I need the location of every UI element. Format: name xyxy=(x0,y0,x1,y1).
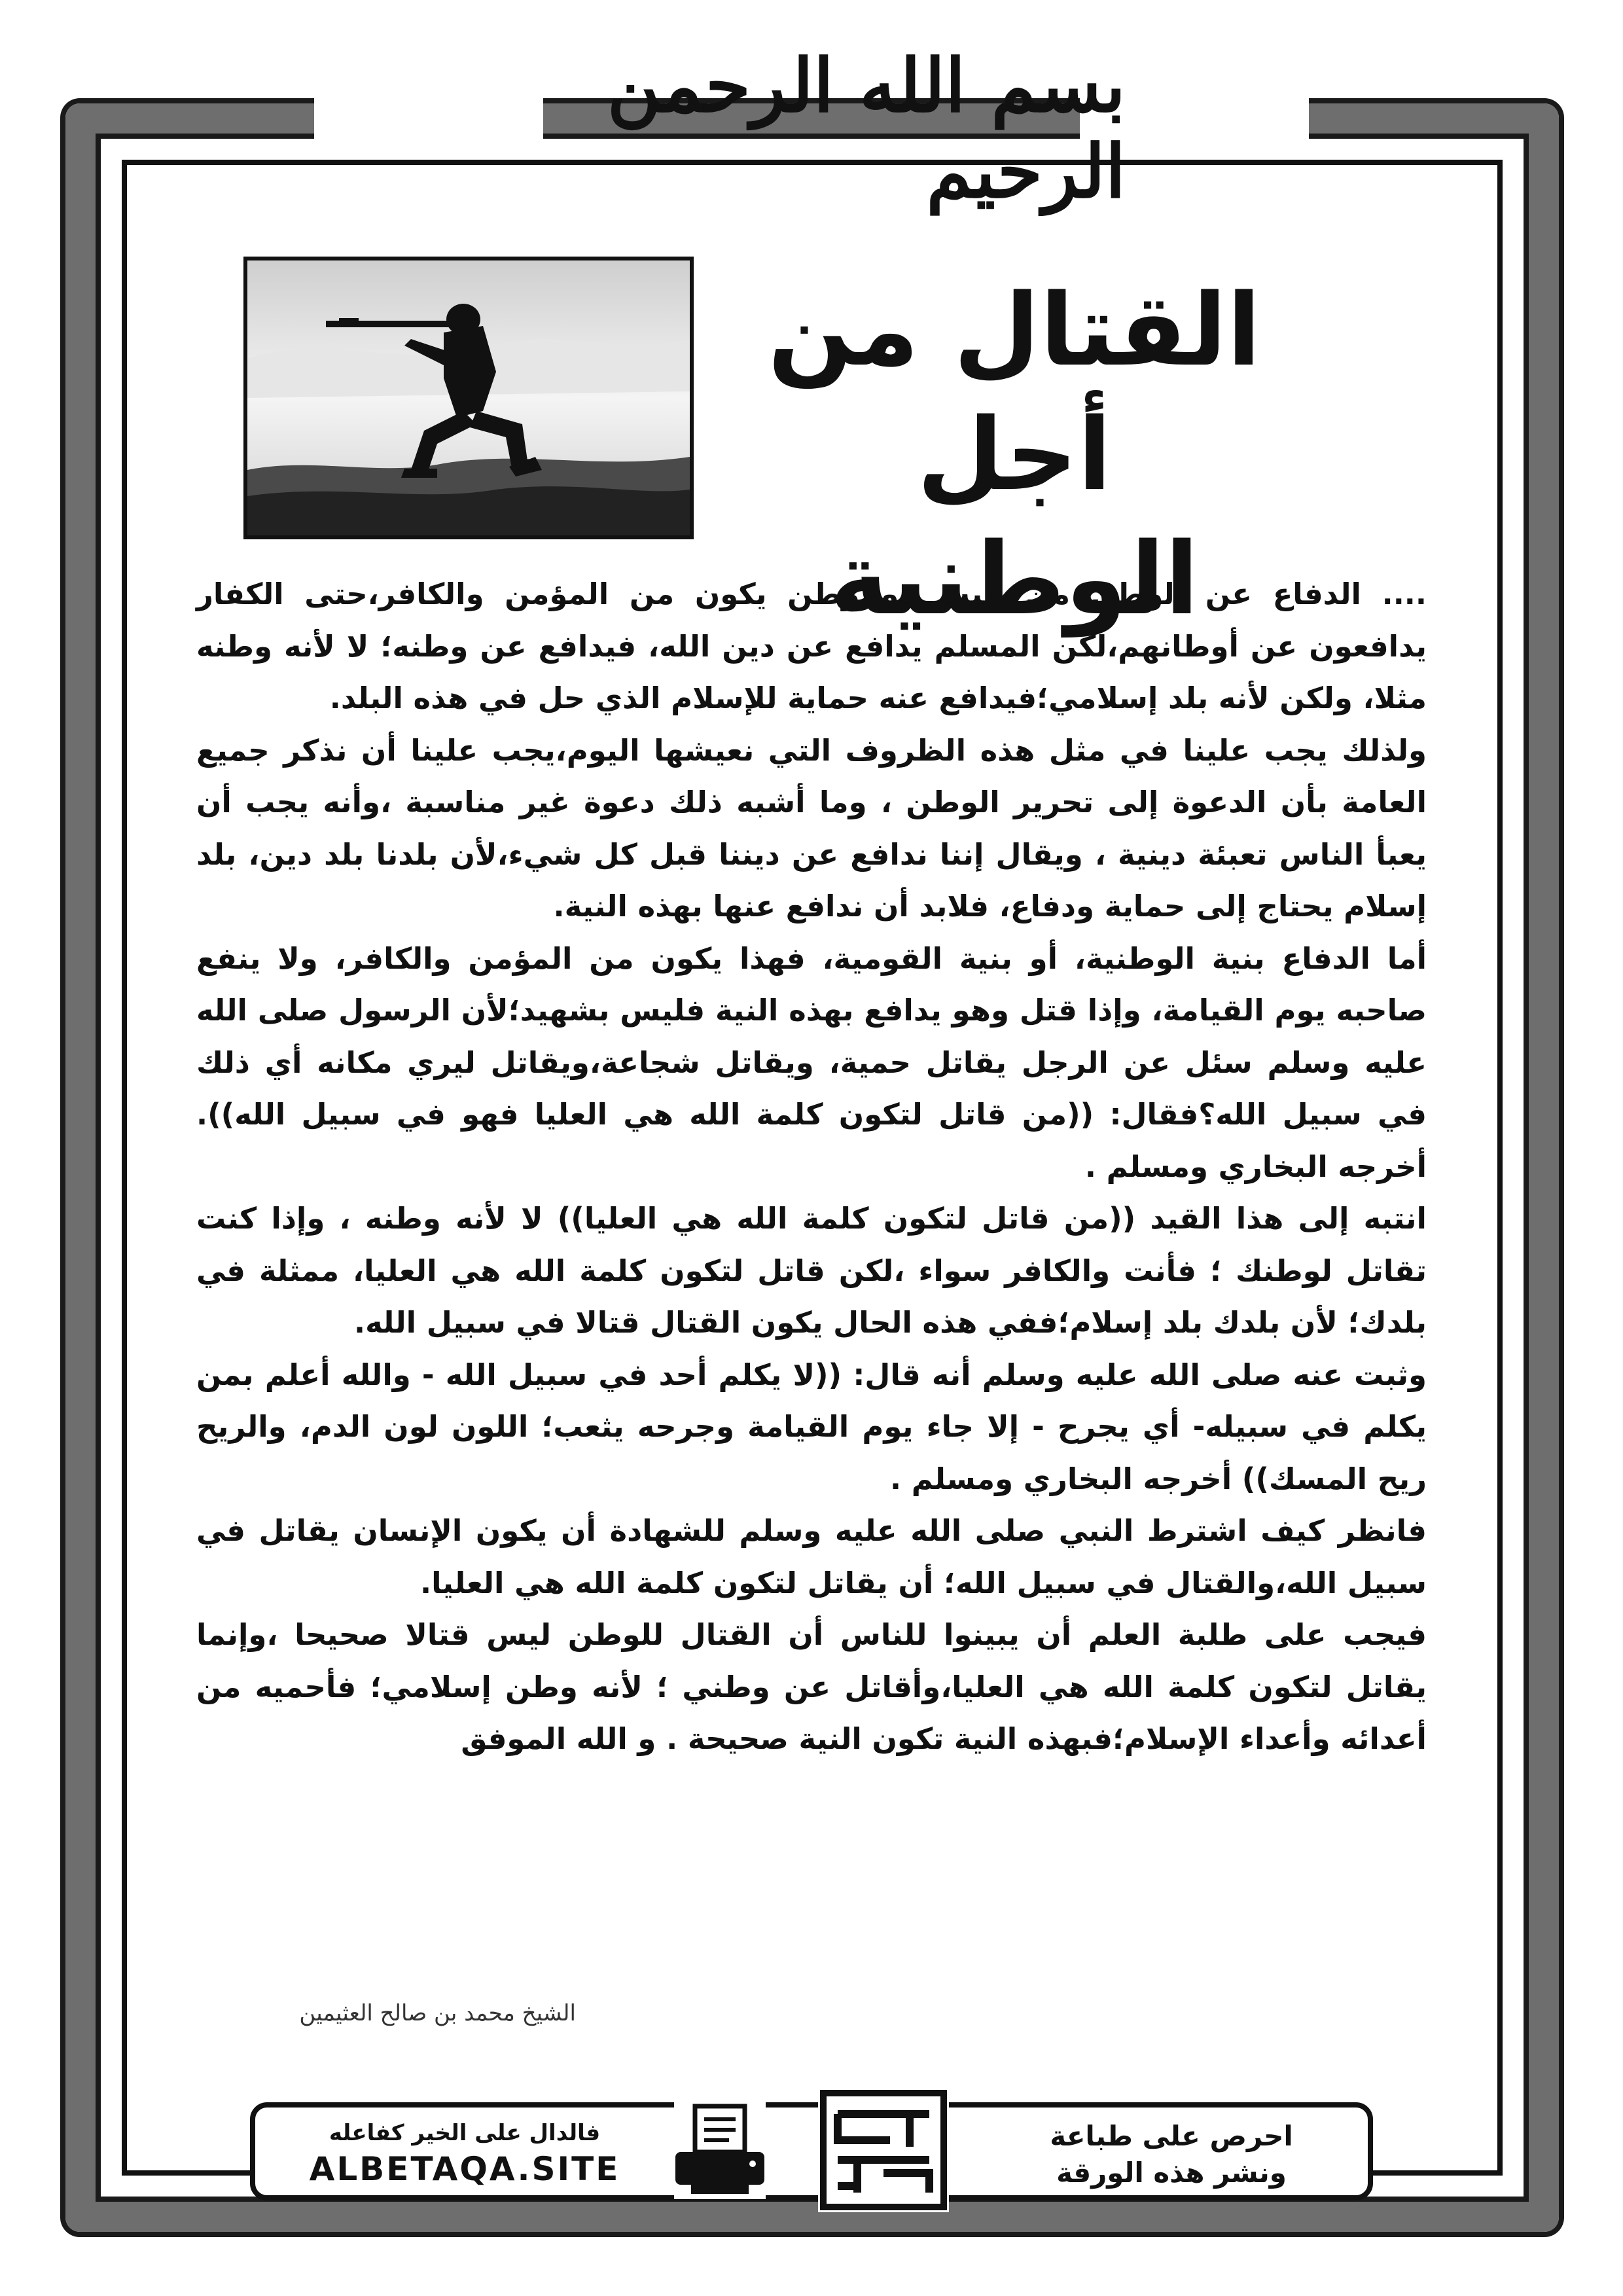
article-paragraph: وثبت عنه صلى الله عليه وسلم أنه قال: ((لا يكلم أحد في سبيل الله - والله أعلم بمن يكلم في سبيله- أي يجرح - إلا جاء يوم القيامة وجرحه يثعب؛ اللون لون الدم، والريح ريح المسك)) أخرجه البخاري ومسلم . xyxy=(196,1357,1427,1496)
basmala-calligraphy: بسم الله الرحمن الرحيم xyxy=(607,43,1126,215)
call-line: احرص على طباعة xyxy=(1050,2120,1293,2152)
article-paragraph: أما الدفاع بنية الوطنية، أو بنية القومية، فهذا يكون من المؤمن والكافر، ولا ينفع صاحبه يوم القيامة، وإذا قتل وهو يدافع بهذه النية فليس بشهيد؛لأن الرسول صلى الله عليه وسلم سئل عن الرجل يقاتل حمية، ويقاتل شجاعة،ويقاتل ليري مكانه أي ذلك في سبيل الله؟فقال: ((من قاتل لتكون كلمة الله هي العليا فهو في سبيل الله)). أخرجه البخاري ومسلم . xyxy=(196,941,1427,1184)
printer-icon xyxy=(661,2101,779,2199)
dawah-logo-mark xyxy=(818,2088,949,2212)
soldier-photo xyxy=(243,257,694,539)
footer-motto: فالدال على الخير كفاعله xyxy=(329,2120,601,2146)
article-paragraph: فيجب على طلبة العلم أن يبينوا للناس أن القتال للوطن ليس قتالا صحيحا ،وإنما يقاتل لتكون كلمة الله هي العليا،وأقاتل عن وطني ؛ لأنه وطن إسلامي؛ فأحميه من أعدائه وأعداء الإسلام؛فبهذه النية تكون النية صحيحة . و الله الموفق xyxy=(196,1617,1427,1756)
dawah-logo xyxy=(818,2088,949,2212)
footer-box xyxy=(250,2102,1373,2200)
title-line: القتال من xyxy=(768,272,1261,388)
article-paragraph: فانظر كيف اشترط النبي صلى الله عليه وسلم للشهادة أن يكون الإنسان يقاتل في سبيل الله،والقتال في سبيل الله؛ أن يقاتل لتكون كلمة الله هي العليا. xyxy=(196,1513,1427,1600)
article-paragraph: ولذلك يجب علينا في مثل هذه الظروف التي نعيشها اليوم،يجب علينا أن نذكر جميع العامة بأن الدعوة إلى تحرير الوطن ، وما أشبه ذلك دعوة غير مناسبة ،وأنه يجب أن يعبأ الناس تعبئة دينية ، ويقال إننا ندافع عن ديننا قبل كل شيء،لأن بلدنا بلد دين، بلد إسلام يحتاج إلى حماية ودفاع، فلابد أن ندافع عنها بهذه النية. xyxy=(196,732,1427,924)
footer-call-to-action xyxy=(1001,2118,1342,2191)
footer-site-block xyxy=(281,2117,648,2189)
title-line: أجل الوطنية xyxy=(830,397,1199,637)
author-credit: الشيخ محمد بن صالح العثيمين xyxy=(299,2000,576,2026)
soldier-silhouette-icon xyxy=(247,260,690,535)
site-link[interactable]: ALBETAQA.SITE xyxy=(309,2150,620,2188)
article-paragraph: انتبه إلى هذا القيد ((من قاتل لتكون كلمة الله هي العليا)) لا لأنه وطنه ، وإذا كنت تقاتل لوطنك ؛ فأنت والكافر سواء ،لكن قاتل لتكون كلمة الله هي العليا، ممثلة في بلدك؛ لأن بلدك بلد إسلام؛ففي هذه الحال يكون القتال قتالا في سبيل الله. xyxy=(196,1201,1427,1340)
article-body xyxy=(196,568,1427,1765)
call-line: ونشر هذه الورقة xyxy=(1056,2157,1287,2189)
article-paragraph: .... الدفاع عن الوطن من حيث هو وطن يكون من المؤمن والكافر،حتى الكفار يدافعون عن أوطانهم،لكن المسلم يدافع عن دين الله، فيدافع عن وطنه؛ لا لأنه وطنه مثلا، ولكن لأنه بلد إسلامي؛فيدافع عنه حماية للإسلام الذي حل في هذه البلد. xyxy=(196,577,1427,715)
